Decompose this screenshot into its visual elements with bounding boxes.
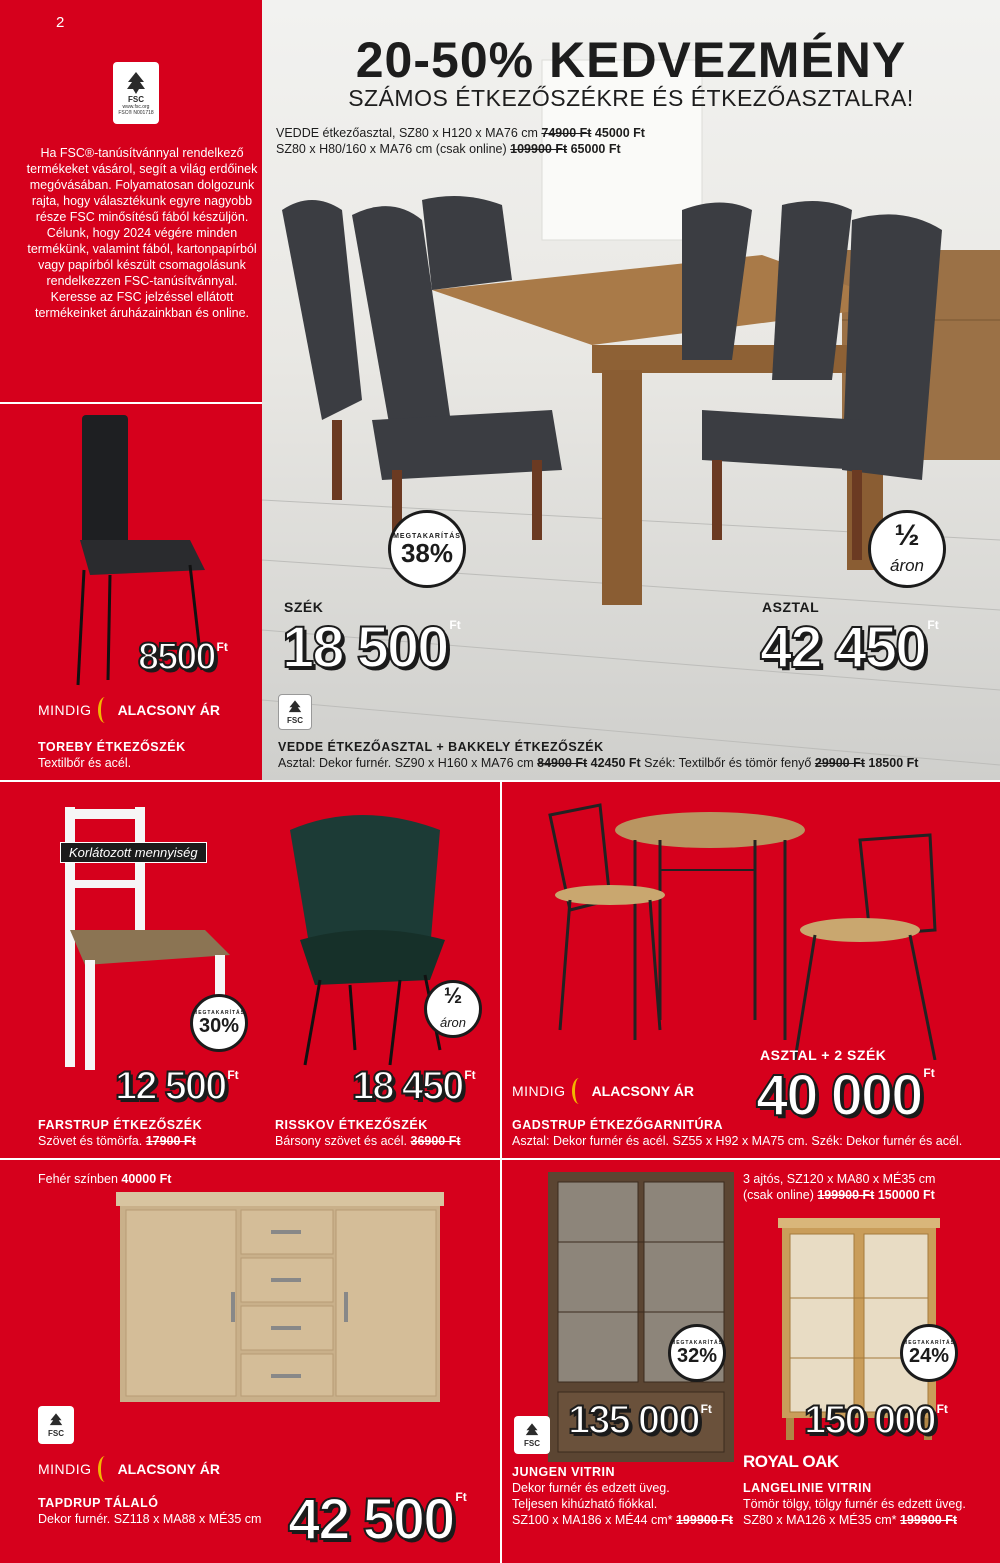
jungen-price: 135 000 $^{Ft}$ bbox=[568, 1398, 712, 1442]
langelinie-title: LANGELINIE VITRIN bbox=[743, 1481, 872, 1495]
jungen-desc-3: SZ100 x MA186 x MÉ44 cm* 199900 Ft bbox=[512, 1513, 733, 1527]
half-price-symbol: ½ bbox=[894, 519, 920, 552]
savings-badge-label: MEGTAKARÍTÁS bbox=[393, 532, 461, 540]
langelinie-price: 150 000 $^{Ft}$ bbox=[804, 1398, 948, 1442]
tapdrup-note: Fehér színben 40000 Ft bbox=[38, 1172, 172, 1186]
fsc-logo bbox=[113, 62, 159, 124]
tapdrup-desc: Dekor furnér. SZ118 x MA88 x MÉ35 cm bbox=[38, 1512, 262, 1526]
toreby-title: TOREBY ÉTKEZŐSZÉK bbox=[38, 740, 186, 754]
fsc-small-logo: FSC bbox=[38, 1406, 74, 1444]
savings-badge-30: MEGTAKARÍTÁS 30% bbox=[190, 994, 248, 1052]
page-number: 2 bbox=[56, 14, 65, 31]
hero-product-title: VEDDE ÉTKEZŐASZTAL + BAKKELY ÉTKEZŐSZÉK bbox=[278, 740, 604, 754]
gadstrup-price: 40 000 $^{Ft}$ bbox=[756, 1063, 935, 1128]
fsc-tree-icon bbox=[286, 699, 304, 717]
langelinie-note-2: (csak online) 199900 Ft 150000 Ft bbox=[743, 1188, 935, 1202]
gadstrup-label: ASZTAL + 2 SZÉK bbox=[760, 1047, 887, 1063]
divider bbox=[500, 1160, 502, 1563]
hero-title: 20-50% KEDVEZMÉNY bbox=[355, 32, 907, 88]
limited-quantity-label: Korlátozott mennyiség bbox=[60, 842, 207, 863]
fsc-logo-label: FSC bbox=[128, 95, 144, 104]
hero-subtitle: SZÁMOS ÉTKEZŐSZÉKRE ÉS ÉTKEZŐASZTALRA! bbox=[348, 85, 914, 111]
half-price-badge: ½ áron bbox=[424, 980, 482, 1038]
fsc-small-logo-hero: FSC bbox=[278, 694, 312, 730]
mindig-alacsony-ar-logo: MINDIG ALACSONY ÁR bbox=[38, 697, 220, 723]
risskov-price: 18 450 $^{Ft}$ bbox=[352, 1064, 476, 1108]
jungen-desc-2: Teljesen kihúzható fiókkal. bbox=[512, 1497, 658, 1511]
tapdrup-title: TAPDRUP TÁLALÓ bbox=[38, 1496, 159, 1510]
risskov-desc: Bársony szövet és acél. 36900 Ft bbox=[275, 1134, 461, 1148]
jungen-desc-1: Dekor furnér és edzett üveg. bbox=[512, 1481, 670, 1495]
table-price: 42 450 $^{Ft}$ bbox=[760, 615, 939, 680]
hero-product-desc: Asztal: Dekor furnér. SZ90 x H160 x MA76 cm 84900 Ft 42450 Ft Szék: Textilbőr és tömör fenyő 29900 Ft 18500 Ft bbox=[278, 756, 919, 770]
savings-badge-percent: 38% bbox=[400, 537, 454, 568]
chair-label: SZÉK bbox=[284, 599, 324, 615]
tapdrup-sideboard-image bbox=[116, 1192, 444, 1404]
fsc-tree-icon bbox=[47, 1412, 65, 1430]
hero-heading bbox=[262, 34, 1000, 110]
table-label: ASZTAL bbox=[762, 599, 820, 615]
fsc-tree-icon bbox=[123, 70, 149, 96]
farstrup-price: 12 500 $^{Ft}$ bbox=[115, 1064, 239, 1108]
half-price-label: áron bbox=[889, 556, 925, 575]
fsc-info-text: Ha FSC®-tanúsítvánnyal rendelkező termékeket vásárol, segít a világ erdőinek megóvásában. Folyamatosan dolgozunk rajta, hogy választékunk egyre nagyobb része FSC minősítésű fából készüljön. Célunk, hogy 2024 végére minden termékünk, valamint fából, kartonpapírból vagy papírból készült csomagolásunk rendelkezzen FSC-tanúsítvánnyal. Keresse az FSC jelzéssel ellátott termékeinket áruházainkban és online. bbox=[26, 146, 258, 320]
royal-oak-logo: ROYAL OAK bbox=[743, 1452, 839, 1471]
tapdrup-price: 42 500 $^{Ft}$ bbox=[288, 1487, 467, 1552]
farstrup-title: FARSTRUP ÉTKEZŐSZÉK bbox=[38, 1118, 203, 1132]
langelinie-desc-2: SZ80 x MA126 x MÉ35 cm* 199900 Ft bbox=[743, 1513, 957, 1527]
fsc-logo-sub: www.fsc.org bbox=[122, 104, 150, 110]
hero-variant-1: VEDDE étkezőasztal, SZ80 x H120 x MA76 cm 74900 Ft 45000 Ft bbox=[276, 126, 645, 140]
gadstrup-set-image bbox=[540, 800, 960, 1060]
mindig-alacsony-ar-logo: MINDIG ALACSONY ÁR bbox=[38, 1456, 220, 1482]
risskov-title: RISSKOV ÉTKEZŐSZÉK bbox=[275, 1118, 428, 1132]
fsc-tree-icon bbox=[523, 1422, 541, 1440]
gadstrup-title: GADSTRUP ÉTKEZŐGARNITÚRA bbox=[512, 1118, 724, 1132]
fsc-small-logo: FSC bbox=[514, 1416, 550, 1454]
mindig-alacsony-ar-logo: MINDIG ALACSONY ÁR bbox=[512, 1078, 694, 1104]
hero-variants bbox=[276, 125, 645, 157]
langelinie-desc-1: Tömör tölgy, tölgy furnér és edzett üveg. bbox=[743, 1497, 966, 1511]
divider bbox=[500, 782, 502, 1158]
savings-badge-24: MEGTAKARÍTÁS 24% bbox=[900, 1324, 958, 1382]
savings-badge-32: MEGTAKARÍTÁS 32% bbox=[668, 1324, 726, 1382]
chair-price: 18 500 $^{Ft}$ bbox=[282, 615, 461, 680]
fsc-logo-code: FSC® N001718 bbox=[118, 110, 154, 116]
jungen-title: JUNGEN VITRIN bbox=[512, 1465, 616, 1479]
gadstrup-desc: Asztal: Dekor furnér és acél. SZ55 x H92 x MA75 cm. Szék: Dekor furnér és acél. bbox=[512, 1134, 963, 1148]
savings-badge-38 bbox=[388, 510, 466, 588]
farstrup-desc: Szövet és tömörfa. 17900 Ft bbox=[38, 1134, 196, 1148]
toreby-price: 8500 $^{Ft}$ bbox=[138, 636, 228, 678]
divider bbox=[0, 402, 262, 404]
half-price-badge bbox=[868, 510, 946, 588]
langelinie-note-1: 3 ajtós, SZ120 x MA80 x MÉ35 cm bbox=[743, 1172, 936, 1186]
hero-variant-2: SZ80 x H80/160 x MA76 cm (csak online) 109900 Ft 65000 Ft bbox=[276, 142, 621, 156]
toreby-desc: Textilbőr és acél. bbox=[38, 756, 132, 770]
